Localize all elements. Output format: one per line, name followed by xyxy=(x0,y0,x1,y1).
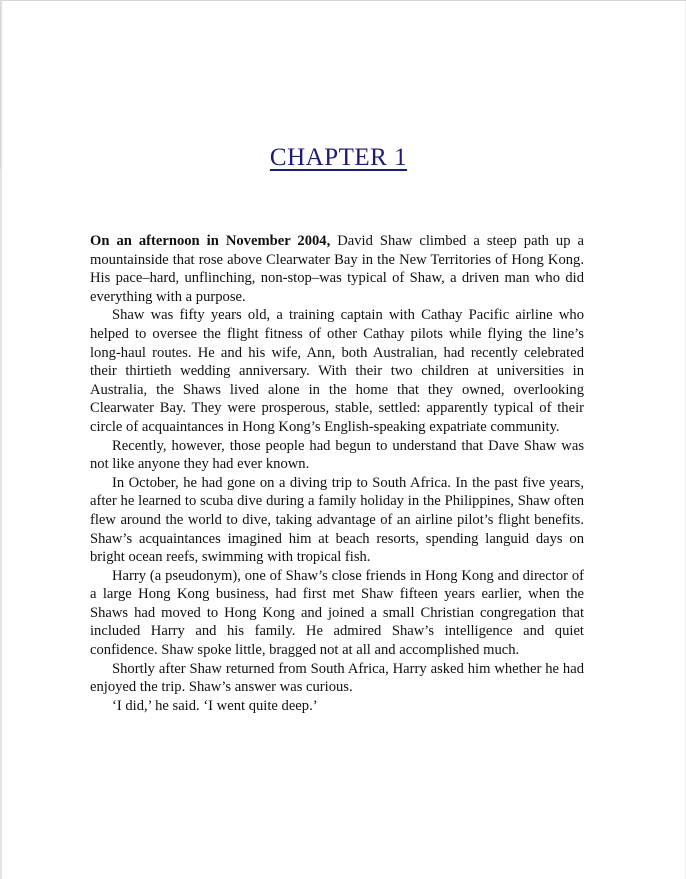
paragraph-1-lead-in: On an afternoon in November 2004, xyxy=(90,233,331,249)
paragraph-1 xyxy=(90,232,584,306)
paragraph-2: Shaw was fifty years old, a training captain with Cathay Pacific airline who helped to oversee the flight fitness of other Cathay pilots while flying the line’s long-haul routes. He and his wife, Ann, both Australian, had recently celebrated their thirtieth wedding anniversary. With their two children at universities in Australia, the Shaws lived alone in the home that they owned, overlooking Clearwater Bay. They were prosperous, stable, settled: apparently typical of their circle of acquaintances in Hong Kong’s English-speaking expatriate community. xyxy=(90,307,584,435)
body-text-block xyxy=(90,232,584,715)
paragraph-5: Harry (a pseudonym), one of Shaw’s close friends in Hong Kong and director of a large Hong Kong business, had first met Shaw fifteen years earlier, when the Shaws had moved to Hong Kong and joined a small Christian congregation that included Harry and his family. He admired Shaw’s intelligence and quiet confidence. Shaw spoke little, bragged not at all and accomplished much. xyxy=(90,567,584,659)
paragraph-1-text: David Shaw climbed a steep path up a mountainside that rose above Clearwater Bay in the New Territories of Hong Kong. His pace–hard, unflinching, non-stop–was typical of Shaw, a driven man who did everything with a purpose. xyxy=(90,233,584,305)
chapter-heading-text: CHAPTER 1 xyxy=(269,144,408,171)
paragraph-4: In October, he had gone on a diving trip to South Africa. In the past five years, after he learned to scuba dive during a family holiday in the Philippines, Shaw often flew around the world to dive, taking advantage of an airline pilot’s flight benefits. Shaw’s acquaintances imagined him at beach resorts, spending languid days on bright ocean reefs, swimming with tropical fish. xyxy=(90,474,584,566)
paragraph-6: Shortly after Shaw returned from South Africa, Harry asked him whether he had enjoyed the trip. Shaw’s answer was curious. xyxy=(90,660,584,696)
paragraph-7: ‘I did,’ he said. ‘I went quite deep.’ xyxy=(112,697,318,714)
paragraph-3: Recently, however, those people had begun to understand that Dave Shaw was not like anyone they had ever known. xyxy=(90,437,584,473)
chapter-heading xyxy=(2,145,675,170)
